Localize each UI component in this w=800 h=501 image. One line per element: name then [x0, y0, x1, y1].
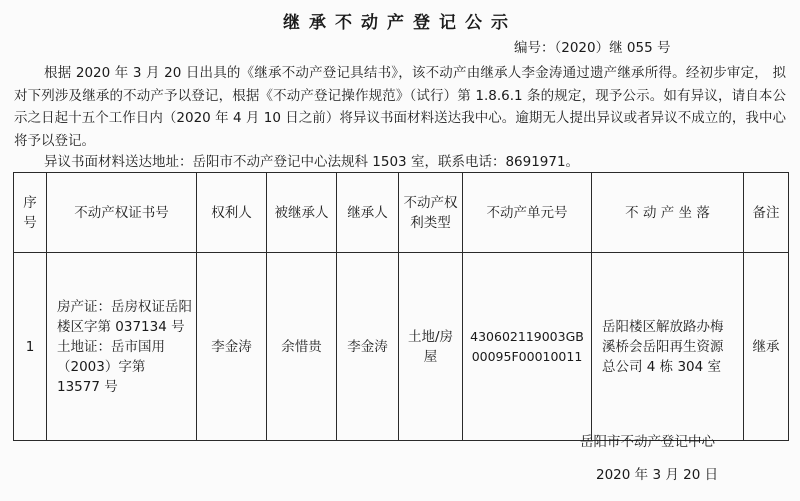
header-cert: 不动产权证书号 — [47, 173, 197, 253]
header-owner: 权利人 — [197, 173, 267, 253]
document-number: 编号：（2020）继 055 号 — [514, 40, 671, 56]
objection-address: 异议书面材料送达地址：岳阳市不动产登记中心法规科 1503 室，联系电话：8691971。 — [44, 154, 580, 170]
issuer: 岳阳市不动产登记中心 — [580, 434, 715, 450]
cell-seq: 1 — [14, 253, 47, 441]
cell-decedent: 余惜贵 — [267, 253, 337, 441]
header-decedent: 被继承人 — [267, 173, 337, 253]
header-location: 不 动 产 坐 落 — [592, 173, 744, 253]
cell-cert: 房产证：岳房权证岳阳楼区字第 037134 号 土地证：岳市国用（2003）字第 13577 号 — [47, 253, 197, 441]
cell-right-type: 土地/房屋 — [399, 253, 463, 441]
header-right-type: 不动产权利类型 — [399, 173, 463, 253]
document-title: 继承不动产登记公示 — [283, 13, 517, 33]
cell-remark: 继承 — [744, 253, 789, 441]
cell-owner: 李金涛 — [197, 253, 267, 441]
issue-date: 2020 年 3 月 20 日 — [596, 467, 719, 483]
header-unit-no: 不动产单元号 — [463, 173, 592, 253]
table-header-row — [14, 173, 789, 253]
header-seq: 序号 — [14, 173, 47, 253]
notice-table — [13, 172, 789, 441]
table-row — [14, 253, 789, 441]
cell-heir: 李金涛 — [337, 253, 399, 441]
header-heir: 继承人 — [337, 173, 399, 253]
notice-body: 根据 2020 年 3 月 20 日出具的《继承不动产登记具结书》，该不动产由继承人李金涛通过遗产继承所得。经初步审定， 拟对下列涉及继承的不动产予以登记，根据《不动产登记操作规范》（试行）第 1.8.6.1 条的规定，现予公示。如有异议，请自本公示之日起十五个工作日内（2020 年 4 月 10 日之前）将异议书面材料送达我中心。逾期无人提出异议或者异议不成立的，我中心将予以登记。 — [14, 65, 786, 149]
cell-location: 岳阳楼区解放路办梅溪桥会岳阳再生资源总公司 4 栋 304 室 — [592, 253, 744, 441]
cell-unit-no: 430602119003GB00095F00010011 — [463, 253, 592, 441]
header-remark: 备注 — [744, 173, 789, 253]
